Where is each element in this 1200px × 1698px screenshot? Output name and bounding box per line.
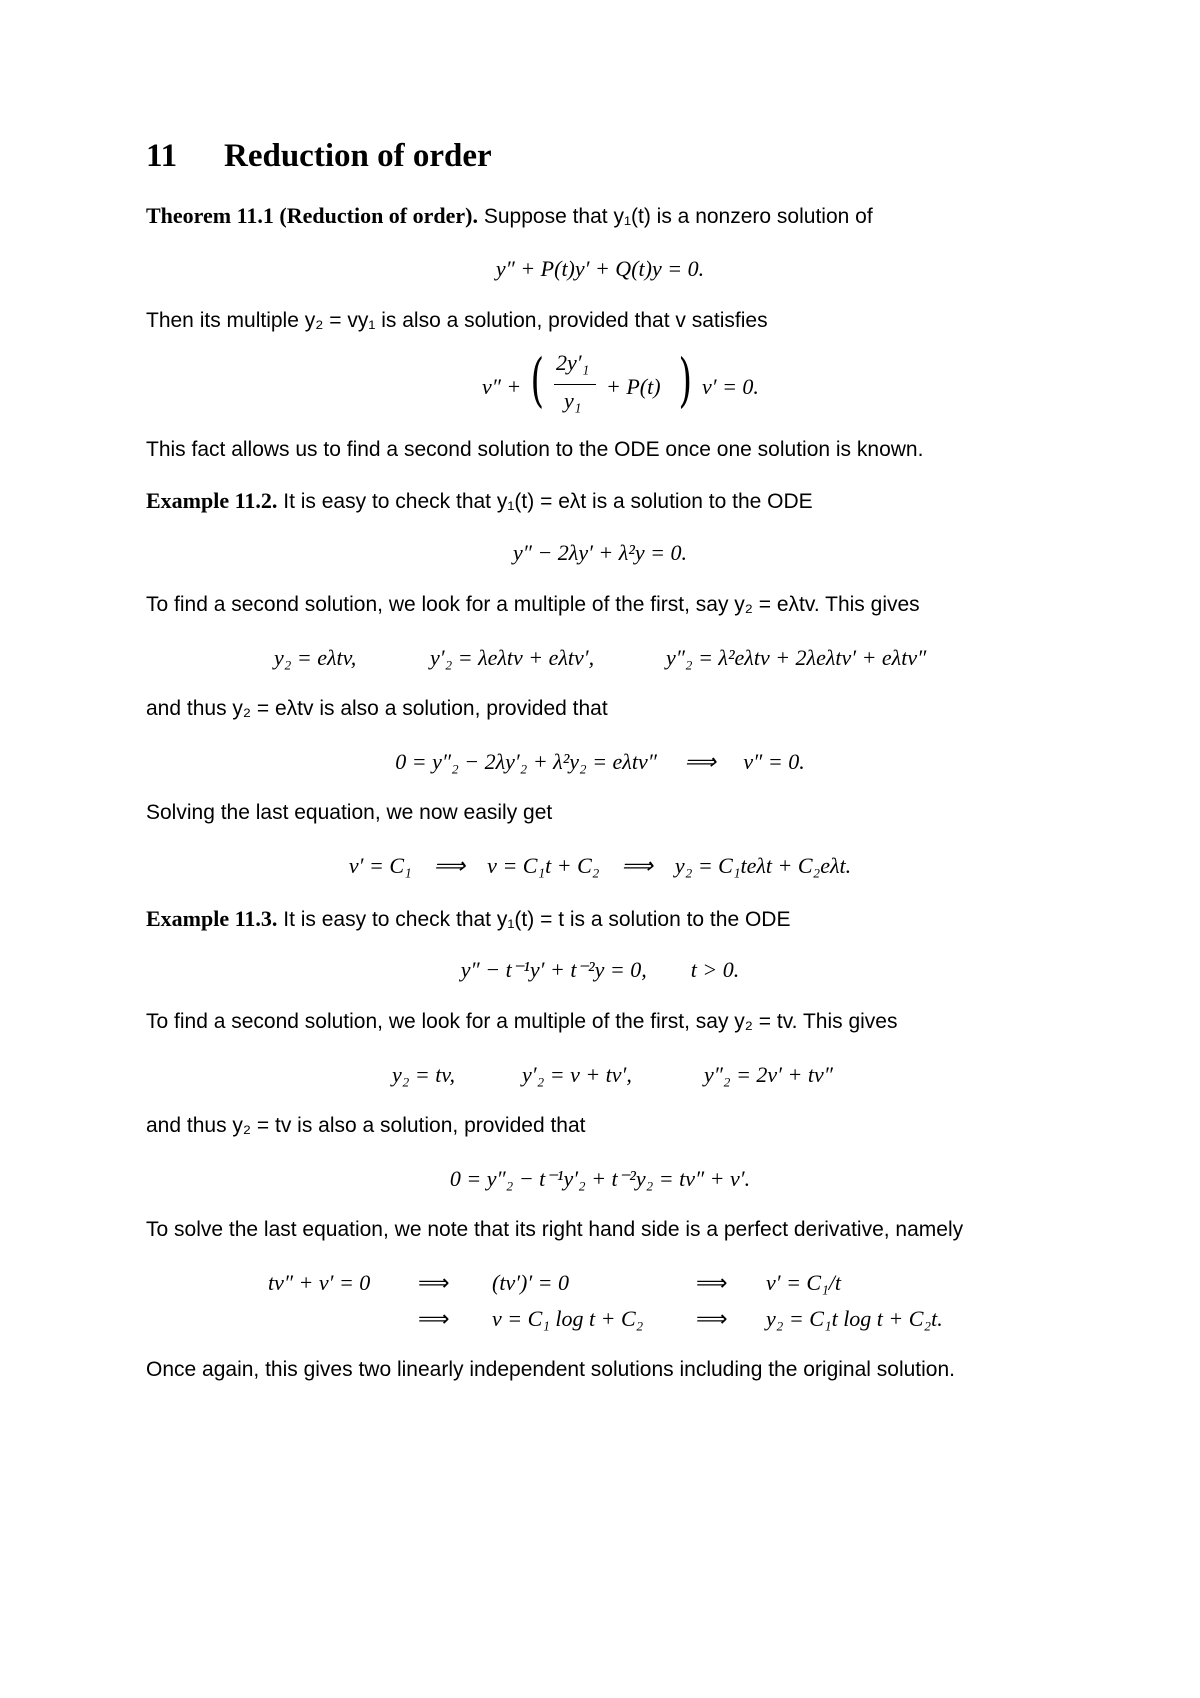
example-11-3-equation-1: y″ − t⁻¹y′ + t⁻²y = 0, t > 0. <box>460 957 740 982</box>
example-11-2-equation-1: y″ − 2λy′ + λ²y = 0. <box>513 540 687 565</box>
theorem-label: Theorem 11.1 (Reduction of order). <box>146 203 478 228</box>
eq2-denominator: y₁ <box>564 388 582 413</box>
example-11-2-solving: Solving the last equation, we now easily get <box>146 801 553 824</box>
example-11-3-statement <box>146 906 790 932</box>
example-11-2-label: Example 11.2. <box>146 488 278 513</box>
right-paren: ) <box>678 346 693 414</box>
example-11-3-eq2b: y′₂ = v + tv′, <box>522 1062 632 1087</box>
eq2-left: v″ + <box>482 374 522 399</box>
aligned-row2-b: ⟹ <box>418 1306 450 1331</box>
example-11-2-find: To find a second solution, we look for a multiple of the first, say y₂ = eλtv. This gives <box>146 593 920 616</box>
example-11-2-eq2a: y₂ = eλtv, <box>274 645 357 670</box>
example-11-3-eq2a: y₂ = tv, <box>392 1062 456 1087</box>
example-11-3-solve: To solve the last equation, we note that its right hand side is a perfect derivative, namely <box>146 1218 964 1241</box>
left-paren: ( <box>530 346 545 414</box>
example-11-2-text: It is easy to check that y₁(t) = eλt is a solution to the ODE <box>283 490 813 513</box>
example-11-2-equation-4: v′ = C₁ ⟹ v = C₁t + C₂ ⟹ y₂ = C₁teλt + C₂eλt. <box>348 853 852 878</box>
example-11-3-label: Example 11.3. <box>146 906 278 931</box>
example-11-2-eq2b: y′₂ = λeλtv + eλtv′, <box>430 645 595 670</box>
eq2-right: v′ = 0. <box>702 374 759 399</box>
example-11-3-thus: and thus y₂ = tv is also a solution, provided that <box>146 1114 586 1137</box>
aligned-row1-a: tv″ + v′ = 0 <box>268 1270 371 1295</box>
example-11-2-equation-3: 0 = y″₂ − 2λy′₂ + λ²y₂ = eλtv″ ⟹ v″ = 0. <box>395 749 805 774</box>
example-11-3-text: It is easy to check that y₁(t) = t is a solution to the ODE <box>283 908 791 931</box>
example-11-2-statement <box>146 488 813 514</box>
section-number: 11 <box>146 138 178 174</box>
fraction-bar <box>554 384 596 385</box>
aligned-row1-d: ⟹ <box>696 1270 728 1295</box>
theorem-statement <box>146 203 873 229</box>
example-11-3-find: To find a second solution, we look for a multiple of the first, say y₂ = tv. This gives <box>146 1010 898 1033</box>
theorem-fact: This fact allows us to find a second solution to the ODE once one solution is known. <box>146 438 924 461</box>
example-11-2-eq2c: y″₂ = λ²eλtv + 2λeλtv′ + eλtv″ <box>666 645 927 670</box>
example-11-3-equation-3: 0 = y″₂ − t⁻¹y′₂ + t⁻²y₂ = tv″ + v′. <box>449 1166 751 1191</box>
example-11-3-eq2c: y″₂ = 2v′ + tv″ <box>704 1062 833 1087</box>
example-11-3-conclusion: Once again, this gives two linearly independent solutions including the original solution. <box>146 1358 956 1381</box>
eq2-numerator: 2y′₁ <box>556 350 590 375</box>
theorem-equation-1: y″ + P(t)y′ + Q(t)y = 0. <box>495 256 705 281</box>
theorem-equation-2 <box>0 346 1200 422</box>
eq2-mid: + P(t) <box>606 374 661 399</box>
section-title: Reduction of order <box>224 138 492 174</box>
aligned-row1-e: v′ = C₁/t <box>766 1270 841 1295</box>
example-11-2-thus: and thus y₂ = eλtv is also a solution, provided that <box>146 697 608 720</box>
section-heading <box>146 138 492 175</box>
aligned-row2-c: v = C₁ log t + C₂ <box>492 1306 644 1331</box>
aligned-row1-b: ⟹ <box>418 1270 450 1295</box>
theorem-then: Then its multiple y₂ = vy₁ is also a solution, provided that v satisfies <box>146 309 768 332</box>
aligned-row1-c: (tv′)′ = 0 <box>492 1270 569 1295</box>
aligned-row2-e: y₂ = C₁t log t + C₂t. <box>766 1306 943 1331</box>
theorem-text: Suppose that y₁(t) is a nonzero solution of <box>483 205 873 228</box>
aligned-row2-d: ⟹ <box>696 1306 728 1331</box>
